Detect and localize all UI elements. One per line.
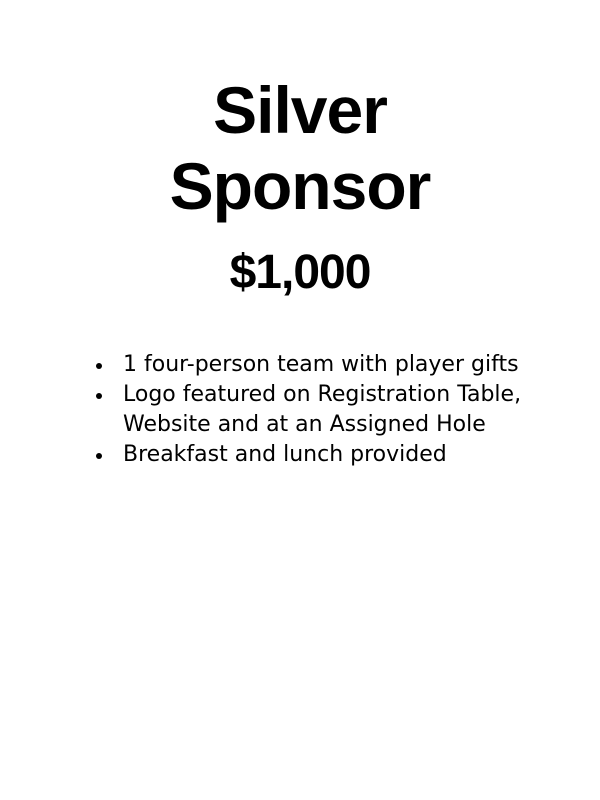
benefit-text: Breakfast and lunch provided (123, 442, 447, 467)
sponsor-title-line-2: Sponsor (169, 149, 431, 223)
sponsor-title (0, 72, 600, 224)
sponsor-price: $1,000 (229, 246, 371, 299)
benefit-item (96, 350, 556, 380)
benefit-text: Logo featured on Registration Table, Website and at an Assigned Hole (123, 382, 522, 437)
bullet-icon (96, 453, 102, 459)
benefit-text: 1 four-person team with player gifts (123, 352, 519, 377)
benefits-list (96, 350, 556, 470)
benefit-item (96, 440, 556, 470)
bullet-icon (96, 363, 102, 369)
sponsor-title-line-1: Silver (213, 73, 387, 147)
bullet-icon (96, 393, 102, 399)
benefit-item (96, 380, 556, 440)
